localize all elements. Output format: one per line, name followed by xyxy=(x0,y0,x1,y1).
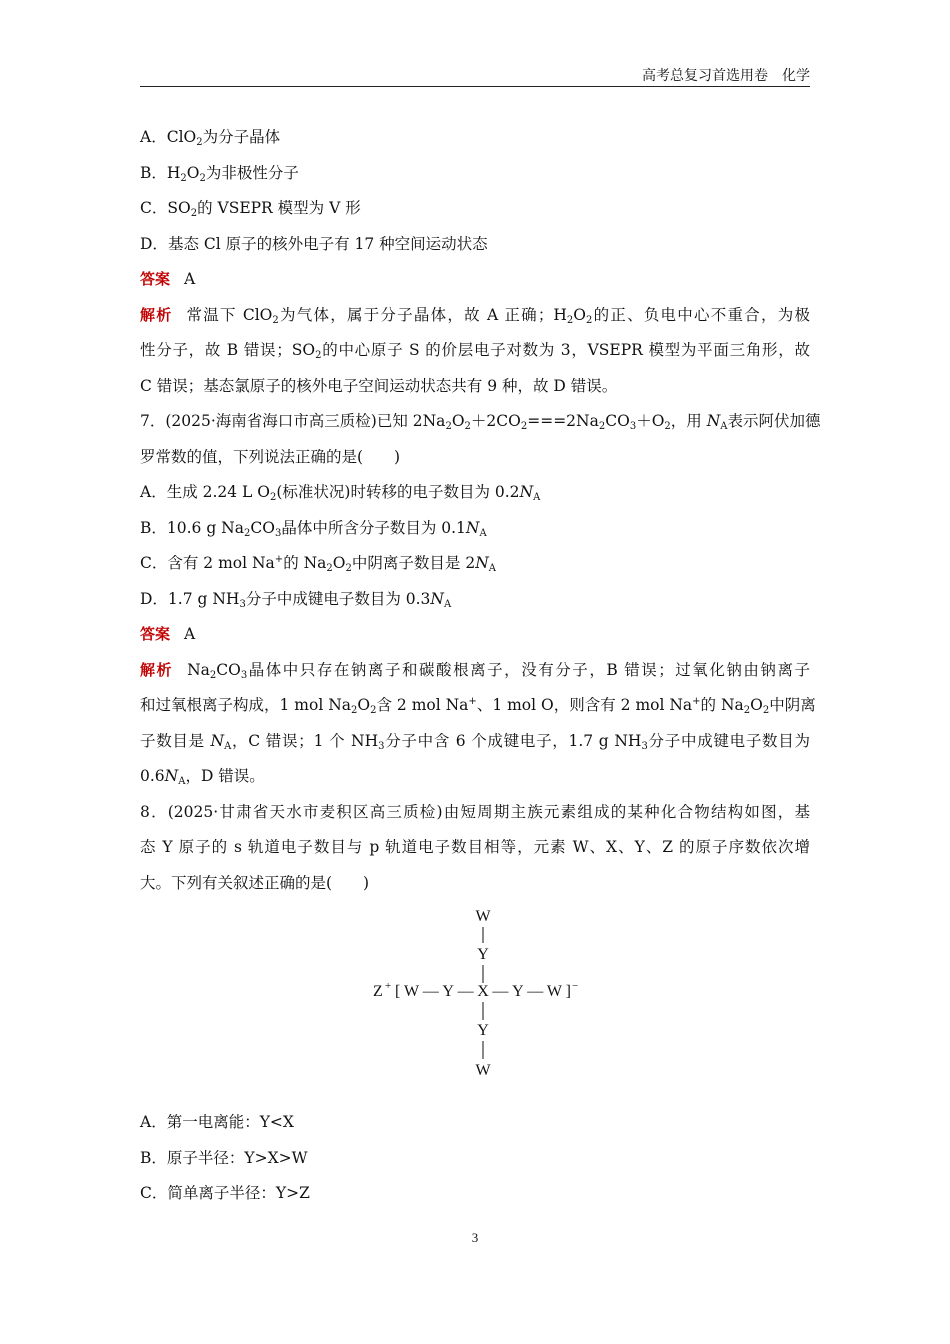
q6-analysis-line-2: 性分子，故 B 错误；$SO_2$的中心原子 S 的价层电子对数为 3，VSEPR 模型为平面三角形，故 xyxy=(140,341,810,361)
analysis-label: 解析 xyxy=(140,305,173,324)
header-title: 高考总复习首选用卷 化学 xyxy=(642,68,810,84)
q6-option-b: B．$H_2O_2$为非极性分子 xyxy=(140,163,299,184)
q7-option-d: D．1.7 g $NH_3$分子中成键电子数目为 $0.3N_A$ xyxy=(140,589,452,610)
page-number: 3 xyxy=(471,1230,479,1245)
atom-y-bottom: Y xyxy=(477,1022,489,1039)
q7-stem-line-1: 7．(2025·海南省海口市高三质检)已知 $2Na_2O_2+2CO_2===2Na_2CO_3+O_2$，用 $N_A$表示阿伏加德 xyxy=(140,412,821,432)
q8-stem-line-1: 8．(2025·甘肃省天水市麦积区高三质检)由短周期主族元素组成的某种化合物结构如图，基 xyxy=(140,802,810,821)
q7-option-c: C．含有 2 mol Na+的 $Na_2O_2$中阴离子数目是 $2N_A$ xyxy=(140,554,496,574)
atom-w-bottom: W xyxy=(475,1062,491,1079)
structure-diagram xyxy=(140,903,810,1095)
q6-analysis-line-3: C 错误；基态氯原子的核外电子空间运动状态共有 9 种，故 D 错误。 xyxy=(140,376,618,395)
q7-stem-line-2: 罗常数的值，下列说法正确的是( ) xyxy=(140,447,401,466)
q7-analysis-line-2: 和过氧根离子构成，1 mol $Na_2O_2$含 2 mol Na+、1 mol O，则含有 2 mol Na+的 $Na_2O_2$中阴离 xyxy=(140,696,816,716)
q6-option-d: D．基态 Cl 原子的核外电子有 17 种空间运动状态 xyxy=(140,234,488,253)
q7-answer: 答案 A xyxy=(140,625,196,643)
answer-label: 答案 xyxy=(140,625,171,643)
q6-option-a: A．ClO$_2$为分子晶体 xyxy=(140,128,281,148)
q8-stem-line-3: 大。下列有关叙述正确的是( ) xyxy=(140,873,370,892)
q8-option-a: A．第一电离能：Y<X xyxy=(140,1113,294,1131)
q7-analysis-line-4: $0.6N_A$，D 错误。 xyxy=(140,767,265,787)
q7-analysis-line-3: 子数目是 $N_A$，C 错误；1 个 $NH_3$分子中含 6 个成键电子，1.7 g $NH_3$分子中成键电子数目为 xyxy=(140,731,810,752)
cation-charge: + xyxy=(385,980,392,992)
page-content xyxy=(140,120,821,1212)
q8-option-b: B．原子半径：Y>X>W xyxy=(140,1148,308,1167)
q7-analysis-line-1: 解析 $Na_2CO_3$晶体中只存在钠离子和碳酸根离子，没有分子，B 错误；过氧化钠由钠离子 xyxy=(140,660,810,681)
atom-y-top: Y xyxy=(477,946,489,963)
q8-option-c: C．简单离子半径：Y>Z xyxy=(140,1184,310,1202)
q7-option-b: B．10.6 g $Na_2CO_3$晶体中所含分子数目为 $0.1N_A$ xyxy=(140,518,487,539)
q6-option-c: C．$SO_2$的 VSEPR 模型为 V 形 xyxy=(140,199,361,219)
q6-answer: 答案 A xyxy=(140,270,196,288)
anion-charge: − xyxy=(572,980,579,992)
analysis-label: 解析 xyxy=(140,660,174,679)
anion-row: [W—Y—X—Y—W] xyxy=(395,983,571,1000)
q7-option-a: A．生成 2.24 L $O_2$(标准状况)时转移的电子数目为 $0.2N_A$ xyxy=(140,483,541,503)
page-header xyxy=(140,66,810,87)
q6-analysis-line-1: 解析 常温下 ClO$_2$为气体，属于分子晶体，故 A 正确；$H_2O_2$的正、负电中心不重合，为极 xyxy=(140,305,810,326)
answer-label: 答案 xyxy=(140,270,171,288)
q8-stem-line-2: 态 Y 原子的 s 轨道电子数目与 p 轨道电子数目相等，元素 W、X、Y、Z 的原子序数依次增 xyxy=(140,838,810,856)
cation-z: Z xyxy=(373,983,383,1000)
atom-w-top: W xyxy=(475,908,491,925)
